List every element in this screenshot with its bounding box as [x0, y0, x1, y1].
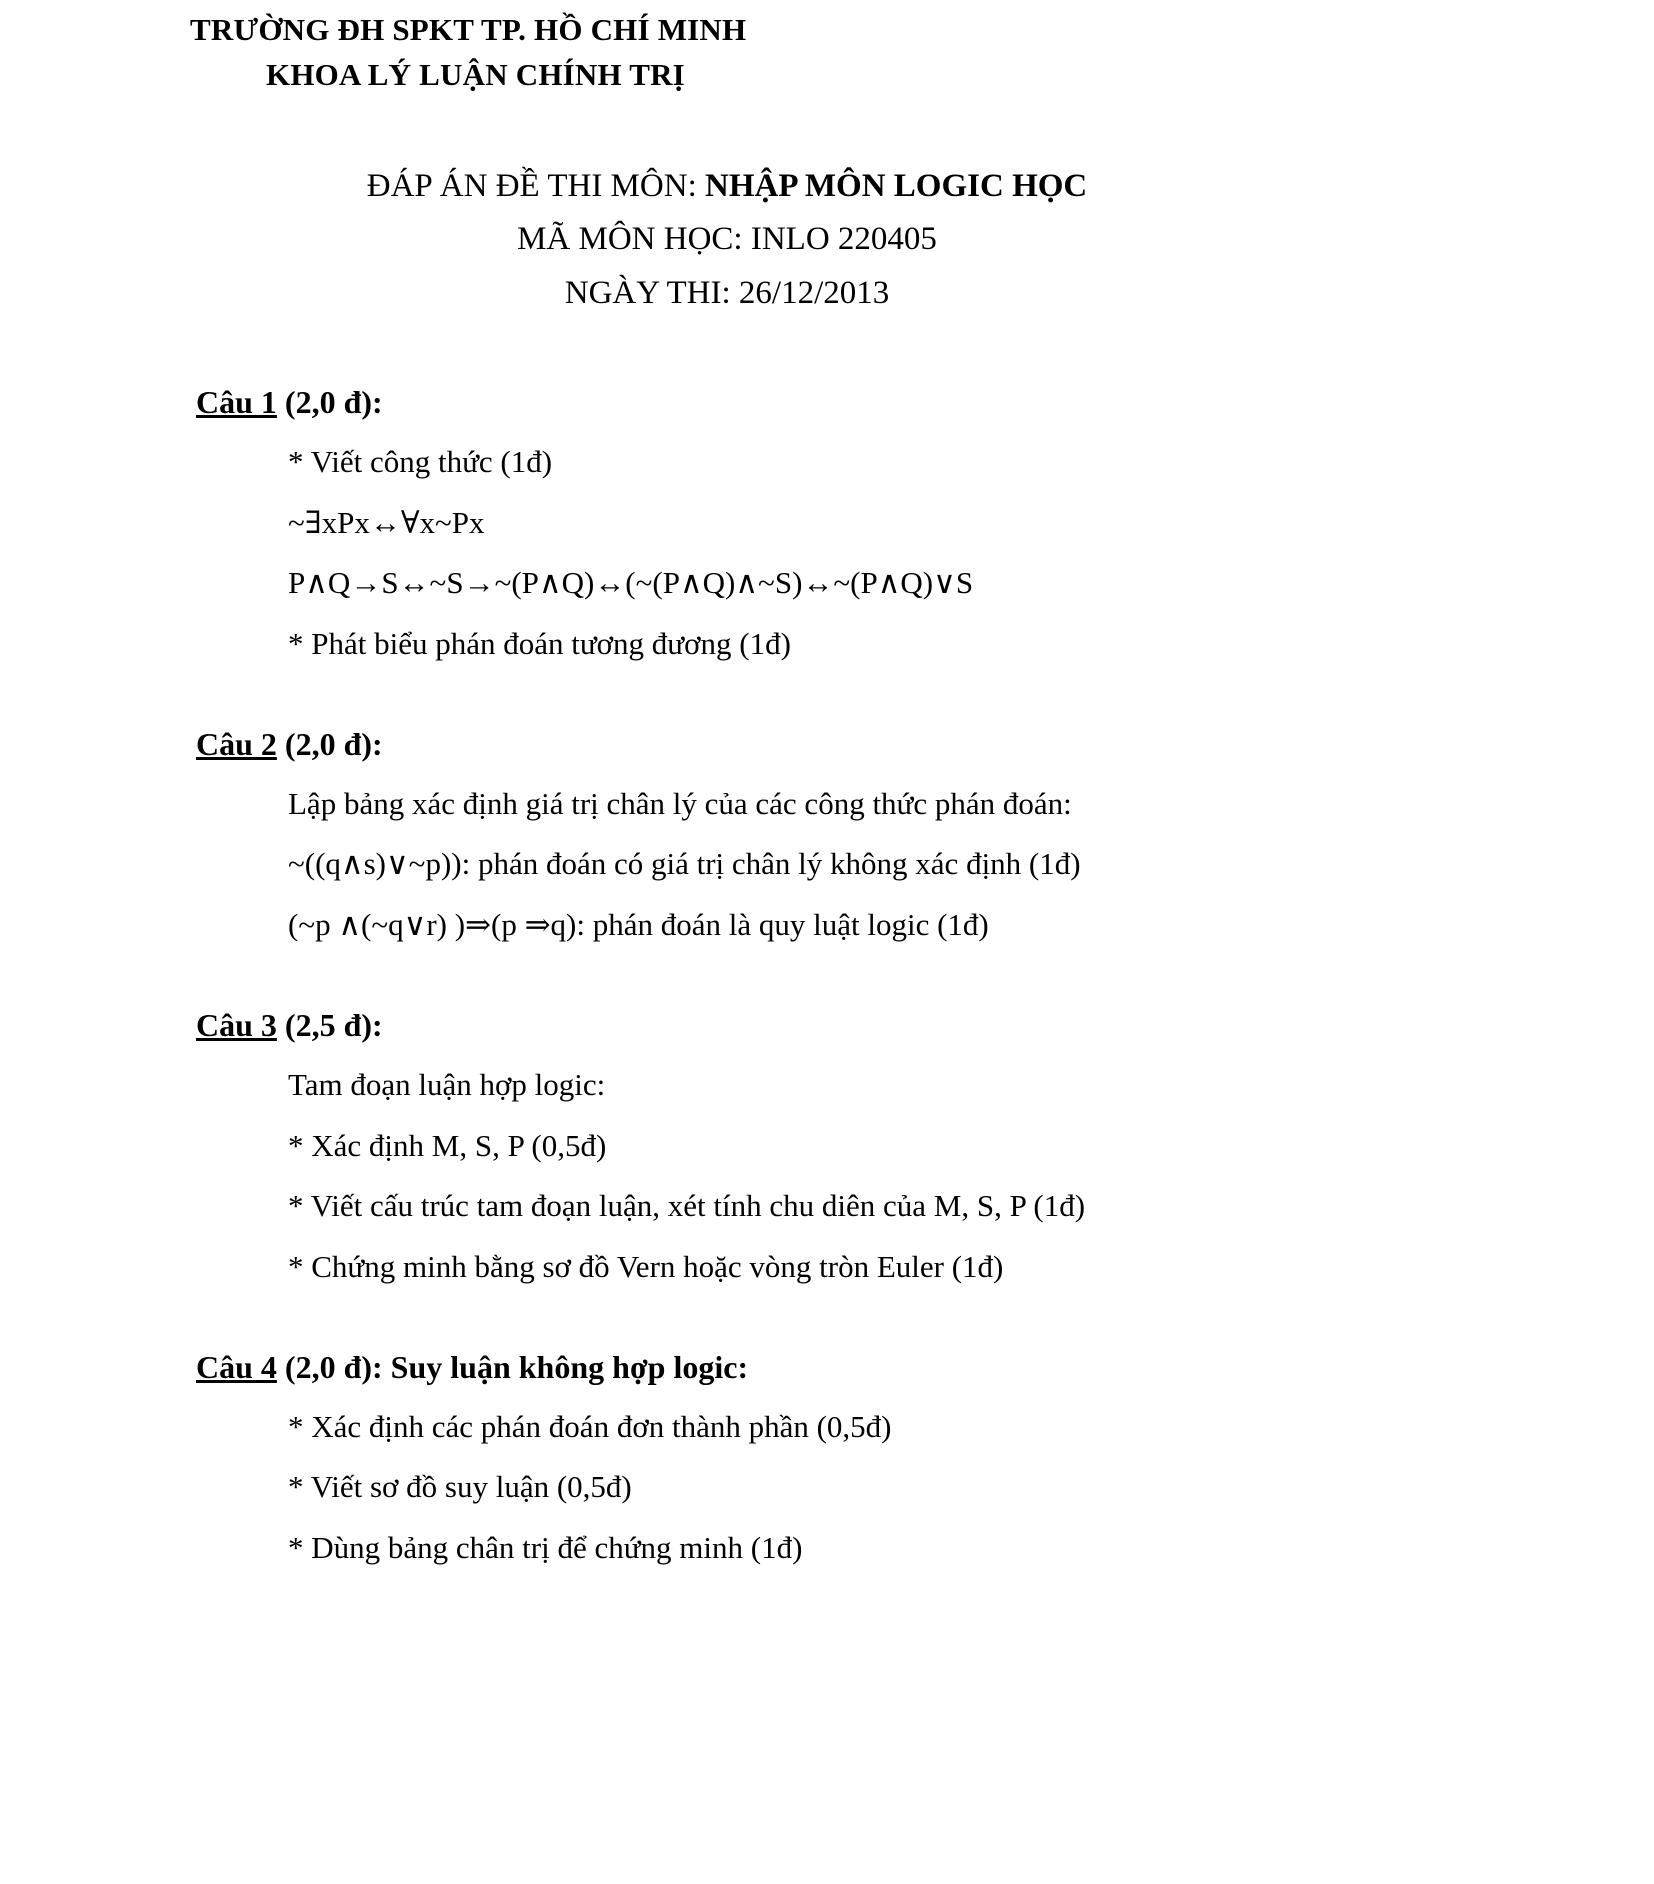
question-3-line-4: * Chứng minh bằng sơ đồ Vern hoặc vòng tròn Euler (1đ) [288, 1248, 1004, 1284]
question-1 [196, 378, 1534, 674]
question-2 [196, 720, 1534, 955]
question-2-line-2: ~((q∧s)∨~p)): phán đoán có giá trị chân lý không xác định (1đ) [288, 846, 1081, 882]
question-3-lines [196, 1055, 1534, 1297]
question-4 [196, 1343, 1534, 1578]
question-2-lines [196, 774, 1534, 955]
question-2-line-3: (~p ∧(~q∨r) )⇒(p ⇒q): phán đoán là quy luật logic (1đ) [288, 906, 989, 942]
question-1-lines [196, 432, 1534, 674]
questions-container [0, 378, 1654, 1578]
course-code-row: MÃ MÔN HỌC: INLO 220405 [517, 221, 937, 258]
faculty-name: KHOA LÝ LUẬN CHÍNH TRỊ [266, 56, 685, 92]
question-4-extra: Suy luận không hợp logic: [382, 1349, 749, 1386]
question-2-heading [196, 720, 1534, 768]
university-name: TRƯỜNG ĐH SPKT TP. HỒ CHÍ MINH [190, 12, 747, 47]
question-2-line-1: Lập bảng xác định giá trị chân lý của các công thức phán đoán: [288, 785, 1072, 821]
question-4-line-2: * Viết sơ đồ suy luận (0,5đ) [288, 1469, 632, 1505]
question-2-label: Câu 2 [196, 725, 277, 762]
exam-title-block [0, 160, 1654, 320]
exam-subject-text: NHẬP MÔN LOGIC HỌC [704, 167, 1088, 204]
question-1-line-2: ~∃xPx↔∀x~Px [288, 504, 485, 540]
exam-date-row: NGÀY THI: 26/12/2013 [564, 274, 890, 311]
question-3-points: (2,5 đ): [276, 1007, 383, 1044]
question-3-line-3: * Viết cấu trúc tam đoạn luận, xét tính chu diên của M, S, P (1đ) [288, 1188, 1086, 1224]
question-2-points: (2,0 đ): [276, 725, 383, 762]
question-1-line-1: * Viết công thức (1đ) [288, 444, 553, 480]
question-1-line-3: P∧Q→S↔~S→~(P∧Q)↔(~(P∧Q)∧~S)↔~(P∧Q)∨S [288, 565, 974, 601]
question-1-line-4: * Phát biểu phán đoán tương đương (1đ) [288, 625, 791, 661]
question-4-heading [196, 1343, 1534, 1391]
question-4-points: (2,0 đ): [276, 1349, 383, 1386]
question-3 [196, 1001, 1534, 1297]
question-4-lines [196, 1397, 1534, 1578]
question-3-line-1: Tam đoạn luận hợp logic: [288, 1067, 606, 1103]
question-4-line-1: * Xác định các phán đoán đơn thành phần (0,5đ) [288, 1409, 892, 1445]
question-1-points: (2,0 đ): [276, 384, 383, 421]
exam-subject-row [0, 160, 1454, 213]
question-4-line-3: * Dùng bảng chân trị để chứng minh (1đ) [288, 1529, 803, 1565]
question-1-heading [196, 378, 1534, 426]
letterhead [0, 0, 1654, 98]
question-3-line-2: * Xác định M, S, P (0,5đ) [288, 1127, 607, 1163]
question-3-label: Câu 3 [196, 1007, 277, 1044]
exam-prefix-text: ĐÁP ÁN ĐỀ THI MÔN: [366, 167, 705, 204]
question-4-label: Câu 4 [196, 1349, 277, 1386]
question-3-heading [196, 1001, 1534, 1049]
question-1-label: Câu 1 [196, 384, 277, 421]
